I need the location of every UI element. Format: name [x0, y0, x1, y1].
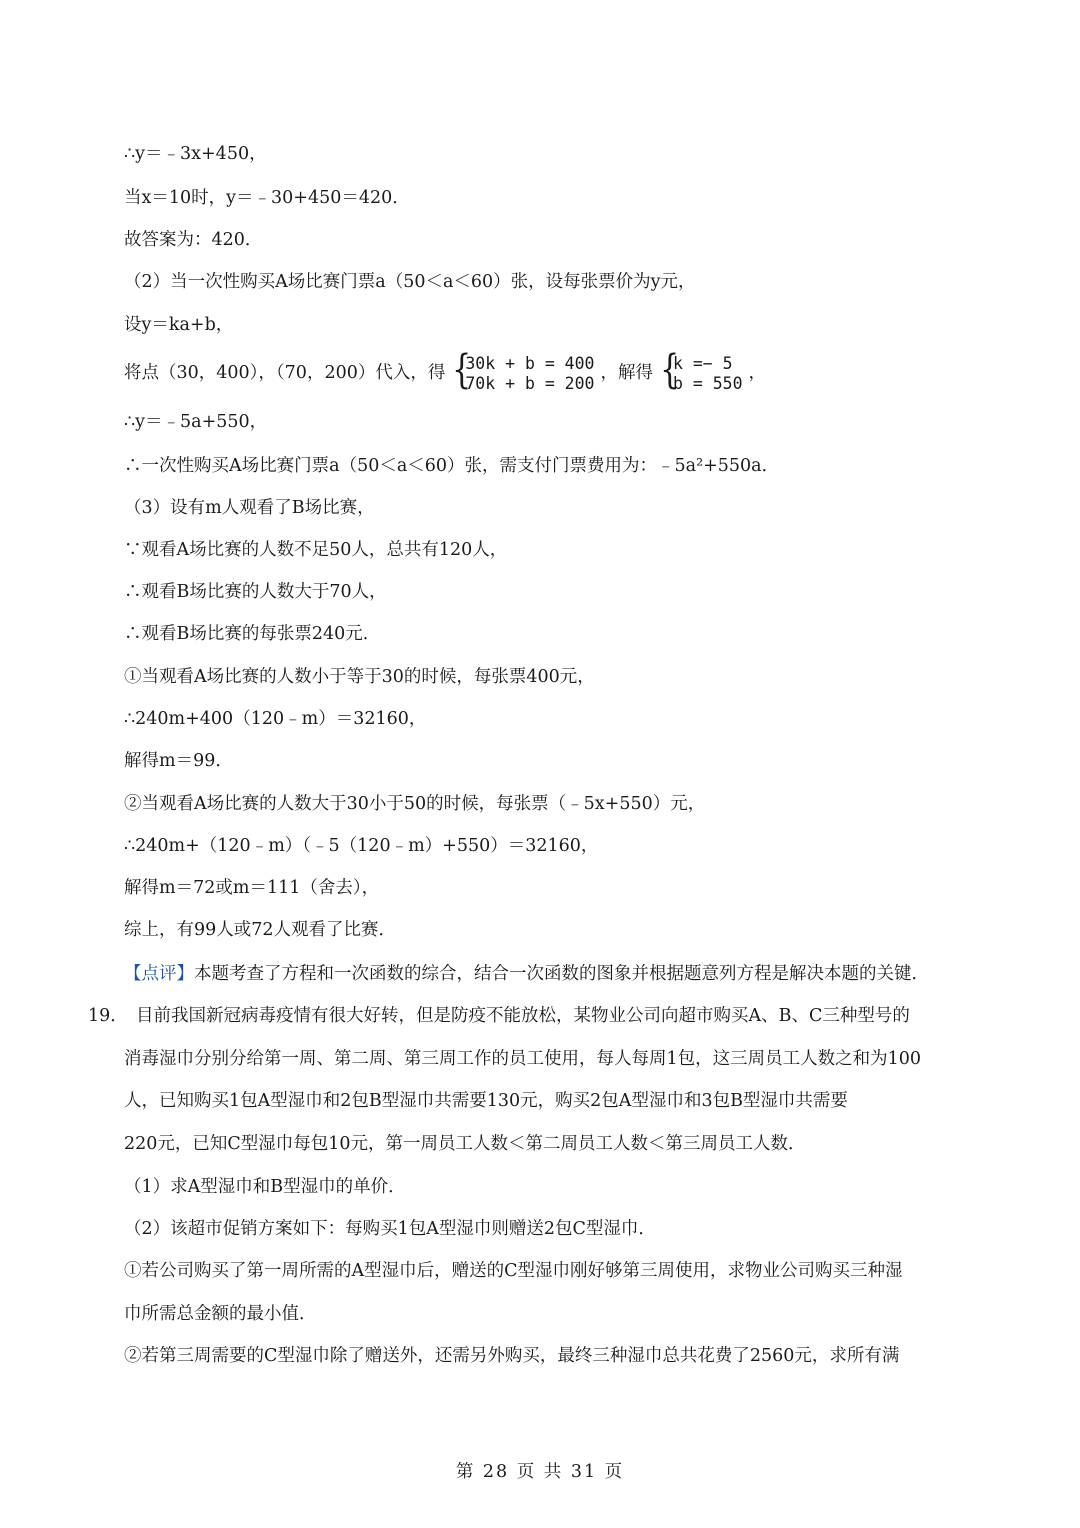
question-19-line-3: 人，已知购买1包A型湿巾和2包B型湿巾共需要130元，购买2包A型湿巾和3包B型湿巾共需要 — [124, 1091, 848, 1111]
substitution-line — [124, 352, 766, 394]
question-19-part-1: （1）求A型湿巾和B型湿巾的单价． — [124, 1177, 406, 1197]
comment-text: 本题考查了方程和一次函数的综合，结合一次函数的图象并根据题意列方程是解决本题的关键． — [194, 964, 929, 984]
equation-system — [451, 354, 594, 394]
solution-line-9: ∵观看A场比赛的人数不足50人，总共有120人， — [124, 540, 508, 560]
solution-line-6: ∴y＝﹣5a+550， — [124, 412, 268, 432]
solution-line-14: 解得m＝99． — [124, 751, 233, 771]
solution-line-7: ∴一次性购买A场比赛门票a（50＜a＜60）张，需支付门票费用为：﹣5a²+550a． — [124, 456, 780, 476]
substitution-prefix: 将点（30，400），（70，200）代入，得 — [124, 363, 446, 383]
solution-line-2: 当x＝10时，y＝﹣30+450＝420． — [124, 188, 410, 208]
equation-1: { 30k + b = 400 — [465, 353, 595, 373]
question-19-line-4: 220元，已知C型湿巾每包10元，第一周员工人数＜第二周员工人数＜第三周员工人数． — [124, 1134, 806, 1154]
solution-line-3: 故答案为：420． — [124, 230, 263, 250]
solution-line-4: （2）当一次性购买A场比赛门票a（50＜a＜60）张，设每张票价为y元， — [124, 272, 696, 292]
solution-line-10: ∴观看B场比赛的人数大于70人， — [124, 582, 387, 602]
solution-1: { k =− 5 — [672, 353, 733, 373]
comment-tag: 【点评】 — [124, 964, 194, 984]
question-19-part-2-1b: 巾所需总金额的最小值． — [124, 1304, 317, 1324]
question-19-part-2-2: ②若第三周需要的C型湿巾除了赠送外，还需另外购买，最终三种湿巾总共花费了2560元，求所有满 — [124, 1346, 900, 1366]
comment-line — [124, 962, 929, 986]
solution-line-1: ∴y＝﹣3x+450， — [124, 144, 267, 164]
solution-line-18: 综上，有99人或72人观看了比赛． — [124, 920, 397, 940]
solution-line-5: 设y＝ka+b， — [124, 315, 234, 335]
page-footer: 第 28 页 共 31 页 — [455, 1462, 625, 1482]
solution-line-17: 解得m＝72或m＝111（舍去）， — [124, 878, 380, 898]
substitution-suffix: ， — [748, 363, 767, 383]
solution-2: b = 550 — [672, 373, 743, 393]
question-19-line-1: 目前我国新冠病毒疫情有很大好转，但是防疫不能放松，某物业公司向超市购买A、B、C三种型号的 — [136, 1006, 910, 1026]
equation-2: 70k + b = 200 — [465, 373, 595, 393]
solution-line-15: ②当观看A场比赛的人数大于30小于50的时候，每张票（﹣5x+550）元， — [124, 794, 706, 814]
solution-line-11: ∴观看B场比赛的每张票240元． — [124, 624, 381, 644]
substitution-middle: ，解得 — [600, 363, 653, 383]
solution-line-8: （3）设有m人观看了B场比赛， — [124, 498, 375, 518]
solution-system — [659, 354, 743, 394]
question-19-part-2: （2）该超市促销方案如下：每购买1包A型湿巾则赠送2包C型湿巾． — [124, 1219, 656, 1239]
question-19-number: 19． — [88, 1006, 128, 1026]
solution-line-12: ①当观看A场比赛的人数小于等于30的时候，每张票400元， — [124, 667, 595, 687]
solution-line-13: ∴240m+400（120﹣m）＝32160， — [124, 709, 427, 729]
question-19-line-2: 消毒湿巾分别分给第一周、第二周、第三周工作的员工使用，每人每周1包，这三周员工人数之和为100 — [124, 1049, 922, 1069]
solution-line-16: ∴240m+（120﹣m）（﹣5（120﹣m）+550）＝32160， — [124, 836, 599, 856]
question-19-part-2-1a: ①若公司购买了第一周所需的A型湿巾后，赠送的C型湿巾刚好够第三周使用，求物业公司购买三种湿 — [124, 1261, 903, 1281]
